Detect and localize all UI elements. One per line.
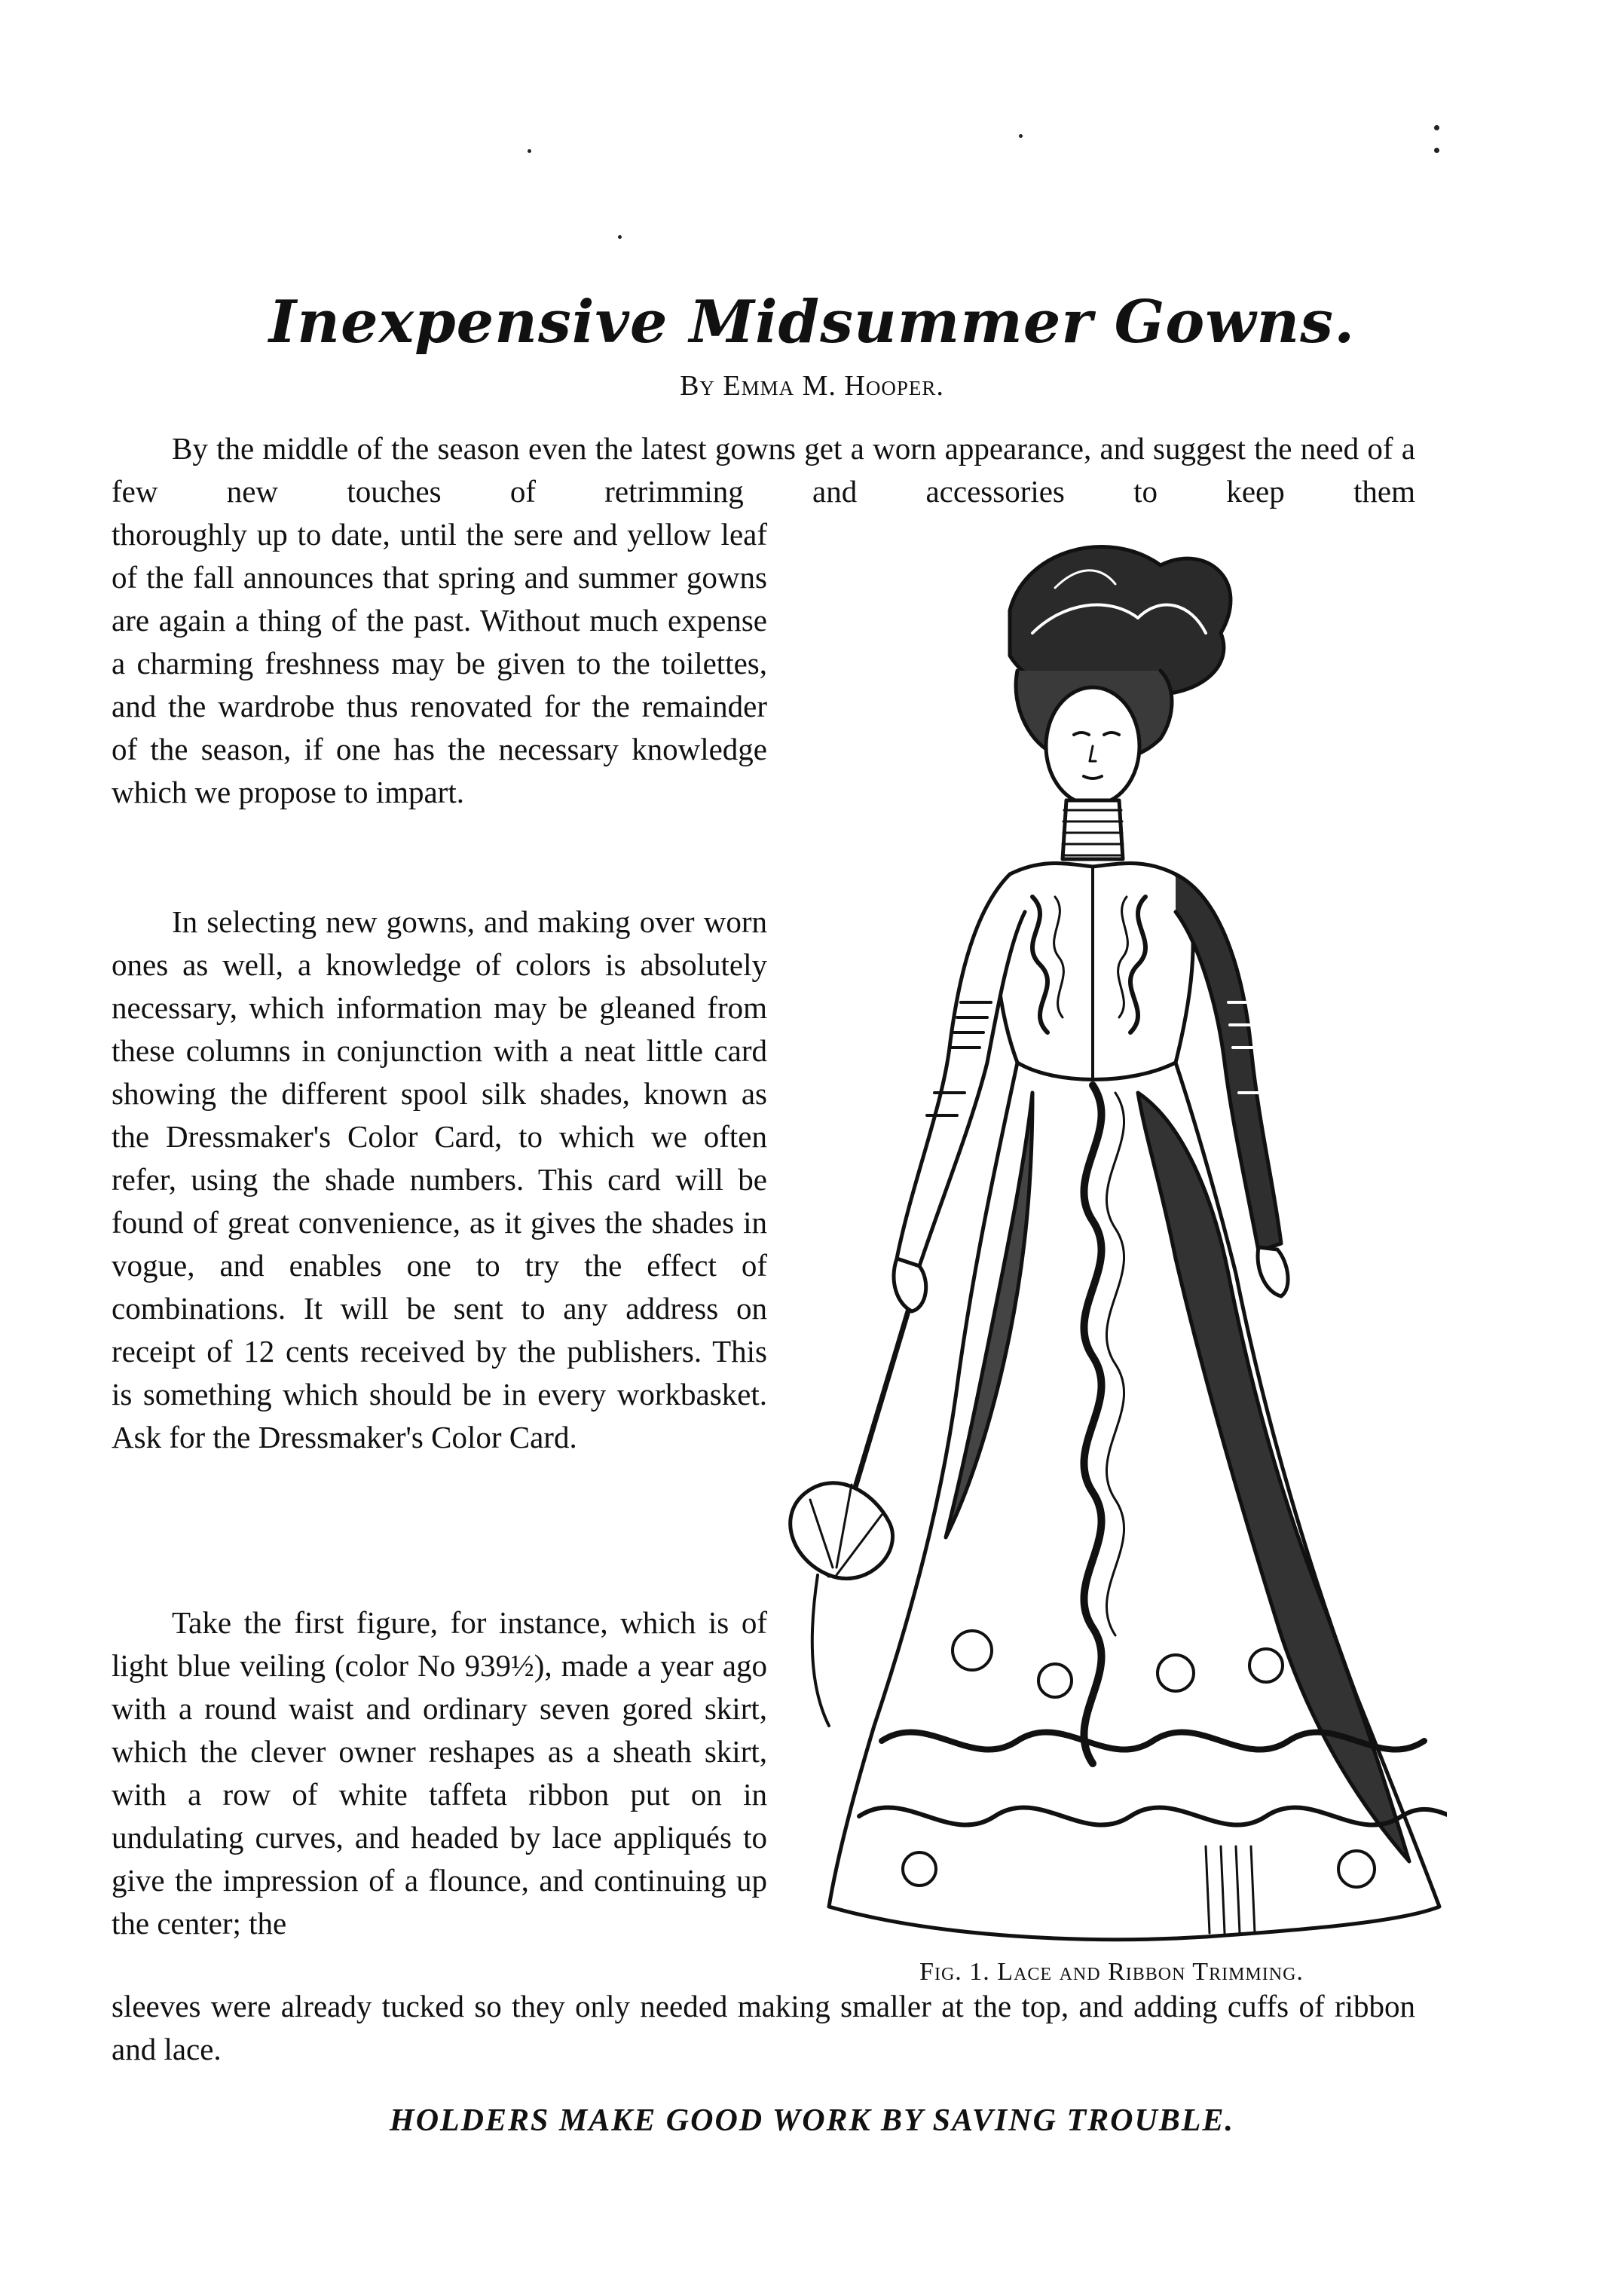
- paragraph-3-tail: sleeves were already tucked so they only needed making smaller at the top, and adding cuffs of ribbon and lace.: [112, 1989, 1415, 2066]
- paragraph-1: thoroughly up to date, until the sere and yellow leaf of the fall announces that spring and summer gowns are again a thing of the past. Without much expense a charming freshness may be given to the toilettes, and the wardrobe thus renovated for the remainder of the season, if one has the necessary knowledge which we propose to impart.: [112, 517, 767, 809]
- paragraph-3-continuation: [112, 1985, 1415, 2071]
- print-speck: [1019, 134, 1023, 138]
- text-column-block-1: [112, 513, 767, 814]
- article-title: Inexpensive Midsummer Gowns.: [268, 288, 1356, 357]
- print-speck: [528, 149, 531, 153]
- paragraph-2: In selecting new gowns, and making over worn ones as well, a knowledge of colors is absolutely necessary, which information may be gleaned from these columns in conjunction with a neat little card showing the different spool silk shades, known as the Dressmaker's Color Card, to which we often refer, using the shade numbers. This card will be found of great convenience, as it gives the shades in vogue, and enables one to try the effect of combinations. It will be sent to any address on receipt of 12 cents received by the publishers. This is something which should be in every workbasket. Ask for the Dressmaker's Color Card.: [112, 904, 767, 1454]
- text-column-block-3: [112, 1601, 767, 1945]
- gown-illustration: [784, 520, 1447, 1952]
- paragraph-3: Take the first figure, for instance, which is of light blue veiling (color No 939½), made a year ago with a round waist and ordinary seven gored skirt, which the clever owner reshapes as a sheath skirt, with a row of white taffeta ribbon put on in undulating curves, and headed by lace appliqués to give the impression of a flounce, and continuing up the center; the: [112, 1605, 767, 1941]
- print-speck: [1434, 125, 1439, 130]
- text-column-block-2: [112, 901, 767, 1459]
- lead-paragraph: By the middle of the season even the latest gowns get a worn appearance, and suggest the need of a few new touches of retrimming and accessories to keep them: [112, 431, 1415, 509]
- print-speck: [618, 235, 622, 239]
- print-speck: [1434, 148, 1439, 153]
- byline: By Emma M. Hooper.: [680, 370, 944, 402]
- figure-caption: Fig. 1. Lace and Ribbon Trimming.: [919, 1958, 1304, 1986]
- footer-slogan: HOLDERS MAKE GOOD WORK BY SAVING TROUBLE.: [390, 2103, 1234, 2138]
